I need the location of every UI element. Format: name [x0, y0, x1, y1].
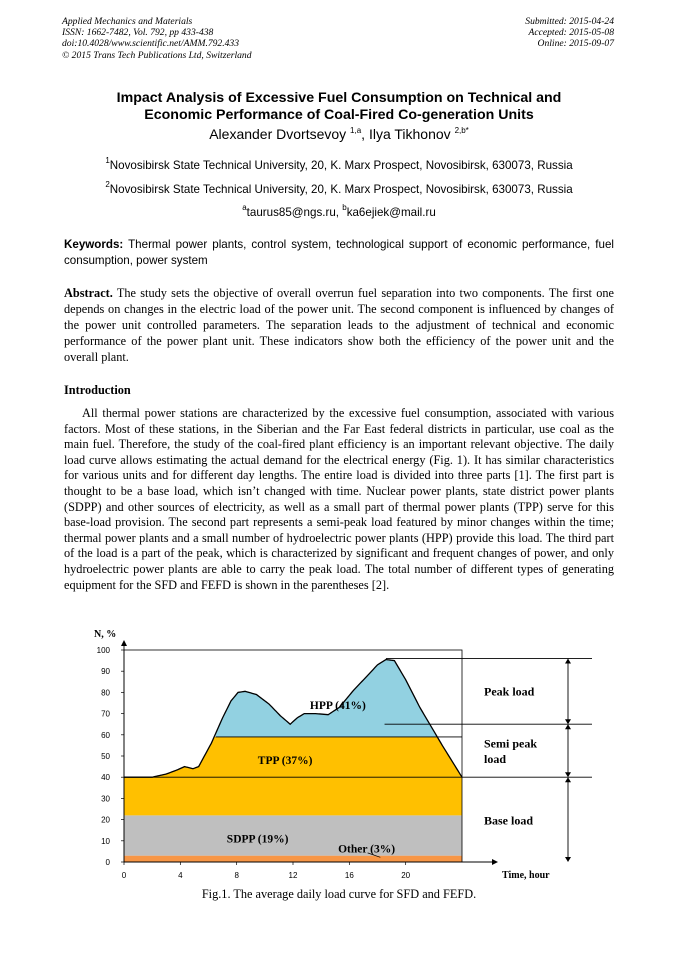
area-other [124, 856, 462, 862]
x-axis-label: Time, hour [502, 870, 550, 881]
keywords [64, 237, 614, 269]
base-load-label: Base load [484, 813, 534, 828]
y-tick-label: 30 [101, 794, 110, 804]
email-b-sup: b [342, 203, 347, 212]
accepted-date: Accepted: 2015-05-08 [528, 27, 614, 39]
base-load-arrow-head-bottom [565, 857, 571, 862]
y-tick-label: 100 [96, 646, 110, 655]
introduction-heading: Introduction [64, 383, 131, 397]
x-tick-label: 20 [401, 871, 411, 880]
y-tick-label: 70 [101, 709, 110, 719]
author-1-sup: 1,a [350, 126, 362, 135]
area-hpp [216, 660, 437, 737]
load-curve-chart [80, 622, 620, 884]
semi-peak-label-line1: Semi peak [484, 736, 538, 751]
abstract-label: Abstract. [64, 286, 113, 300]
paper-title [40, 90, 638, 124]
title-line-2: Economic Performance of Coal-Fired Co-generation Units [144, 107, 534, 123]
area-sdpp [124, 815, 462, 855]
author-2-sup: 2,b* [454, 126, 469, 135]
x-tick-label: 16 [344, 871, 354, 880]
online-date: Online: 2015-09-07 [537, 38, 614, 50]
other-label: Other (3%) [338, 843, 396, 856]
y-tick-label: 60 [101, 730, 110, 740]
base-load-arrow-head-top [565, 777, 571, 782]
y-axis-arrow [121, 640, 127, 646]
affiliation-2 [0, 180, 678, 196]
keywords-label: Keywords: [64, 238, 124, 251]
journal-name: Applied Mechanics and Materials [62, 16, 193, 27]
abstract-text: The study sets the objective of overall overrun fuel separation into two components. The first one depends on changes in the electric load of the power unit. The second component is influenced by changes of the power unit controlled parameters. The separation leads to the adjustment of technical and economic performance of the power plant unit. These indicators show both the efficiency of the power unit and the overall plant. [64, 286, 614, 364]
author-2: Ilya Tikhonov [368, 126, 455, 142]
y-tick-label: 20 [101, 815, 110, 825]
semi-peak-label-line2: load [484, 752, 507, 767]
sdpp-label: SDPP (19%) [226, 833, 289, 846]
hpp-label: HPP (41%) [309, 700, 366, 713]
x-tick-label: 4 [178, 871, 183, 880]
authors [0, 126, 678, 142]
author-sep: , [361, 126, 369, 142]
y-tick-label: 80 [101, 688, 110, 698]
semi-peak-arrow-head-bottom [565, 772, 571, 777]
issn: ISSN: 1662-7482, Vol. 792, pp 433-438 [62, 27, 214, 39]
figure-caption: Fig.1. The average daily load curve for SFD and FEFD. [201, 887, 477, 901]
y-tick-label: 40 [101, 773, 110, 783]
doi: doi:10.4028/www.scientific.net/AMM.792.433 [62, 38, 240, 50]
affiliation-1-text: Novosibirsk State Technical University, 20, K. Marx Prospect, Novosibirsk, 630073, Russia [109, 159, 573, 172]
x-tick-label: 0 [121, 871, 127, 880]
peak-load-arrow-head-top [565, 658, 571, 663]
x-tick-label: 8 [234, 871, 239, 880]
y-tick-label: 90 [101, 667, 110, 677]
tpp-label: TPP (37%) [257, 755, 313, 768]
copyright: © 2015 Trans Tech Publications Ltd, Switzerland [62, 49, 252, 61]
area-tpp [124, 737, 462, 815]
email-b[interactable]: ka6ejiek@mail.ru [346, 206, 436, 219]
journal-header [62, 16, 252, 61]
peak-load-arrow-head-bottom [565, 719, 571, 724]
y-tick-label: 0 [105, 858, 110, 867]
y-tick-label: 10 [101, 836, 110, 846]
introduction-paragraph: All thermal power stations are characterized by the excessive fuel consumption, associated with various factors. Most of these stations, in the Siberian and the Far East federal districts in particular, use coal as the main fuel. Therefore, the study of the coal-fired plant efficiency is an important relevant objective. The daily load curve allows estimating the actual demand for the electrical energy (Fig. 1). It has similar characteristics for various units and for different day lengths. The entire load is divided into three parts [1]. The first part is thought to be a base load, which isn’t changed with time. Nuclear power plants, state district power plants (SDPP) and other sources of electricity, as well as a small part of thermal power plants (TPP) serve for this base-load provision. The second part represents a semi-peak load featured by minor changes within the time; thermal power plants and a small number of hydroelectric power plants (HPP) provide this load. The third part of the load is a part of the peak, which is characterized by significant and frequent changes of power, and only hydroelectric power plants are able to carry the peak load. The total number of different types of generating equipment for the SFD and FEFD is shown in the parentheses [2]. [64, 406, 614, 592]
affiliation-2-text: Novosibirsk State Technical University, 20, K. Marx Prospect, Novosibirsk, 630073, Russia [109, 183, 573, 196]
affiliation-1 [0, 156, 678, 172]
affiliation-1-sup: 1 [105, 156, 110, 165]
affiliation-2-sup: 2 [105, 180, 110, 189]
semi-peak-arrow-head-top [565, 724, 571, 729]
y-tick-label: 50 [101, 752, 110, 761]
submitted-date: Submitted: 2015-04-24 [525, 16, 614, 27]
peak-load-label: Peak load [484, 684, 535, 699]
x-tick-label: 12 [288, 871, 298, 880]
keywords-text: Thermal power plants, control system, technological support of economic performance, fuel consumption, power system [64, 238, 614, 267]
dates-header [525, 16, 614, 50]
abstract [64, 285, 614, 365]
email-a[interactable]: taurus85@ngs.ru, [246, 206, 343, 219]
email-a-sup: a [242, 203, 247, 212]
y-axis-label: N, % [94, 629, 117, 640]
author-emails [0, 203, 678, 219]
x-axis-arrow [492, 859, 498, 865]
title-line-1: Impact Analysis of Excessive Fuel Consumption on Technical and [116, 90, 562, 106]
author-1: Alexander Dvortsevoy [209, 126, 351, 142]
